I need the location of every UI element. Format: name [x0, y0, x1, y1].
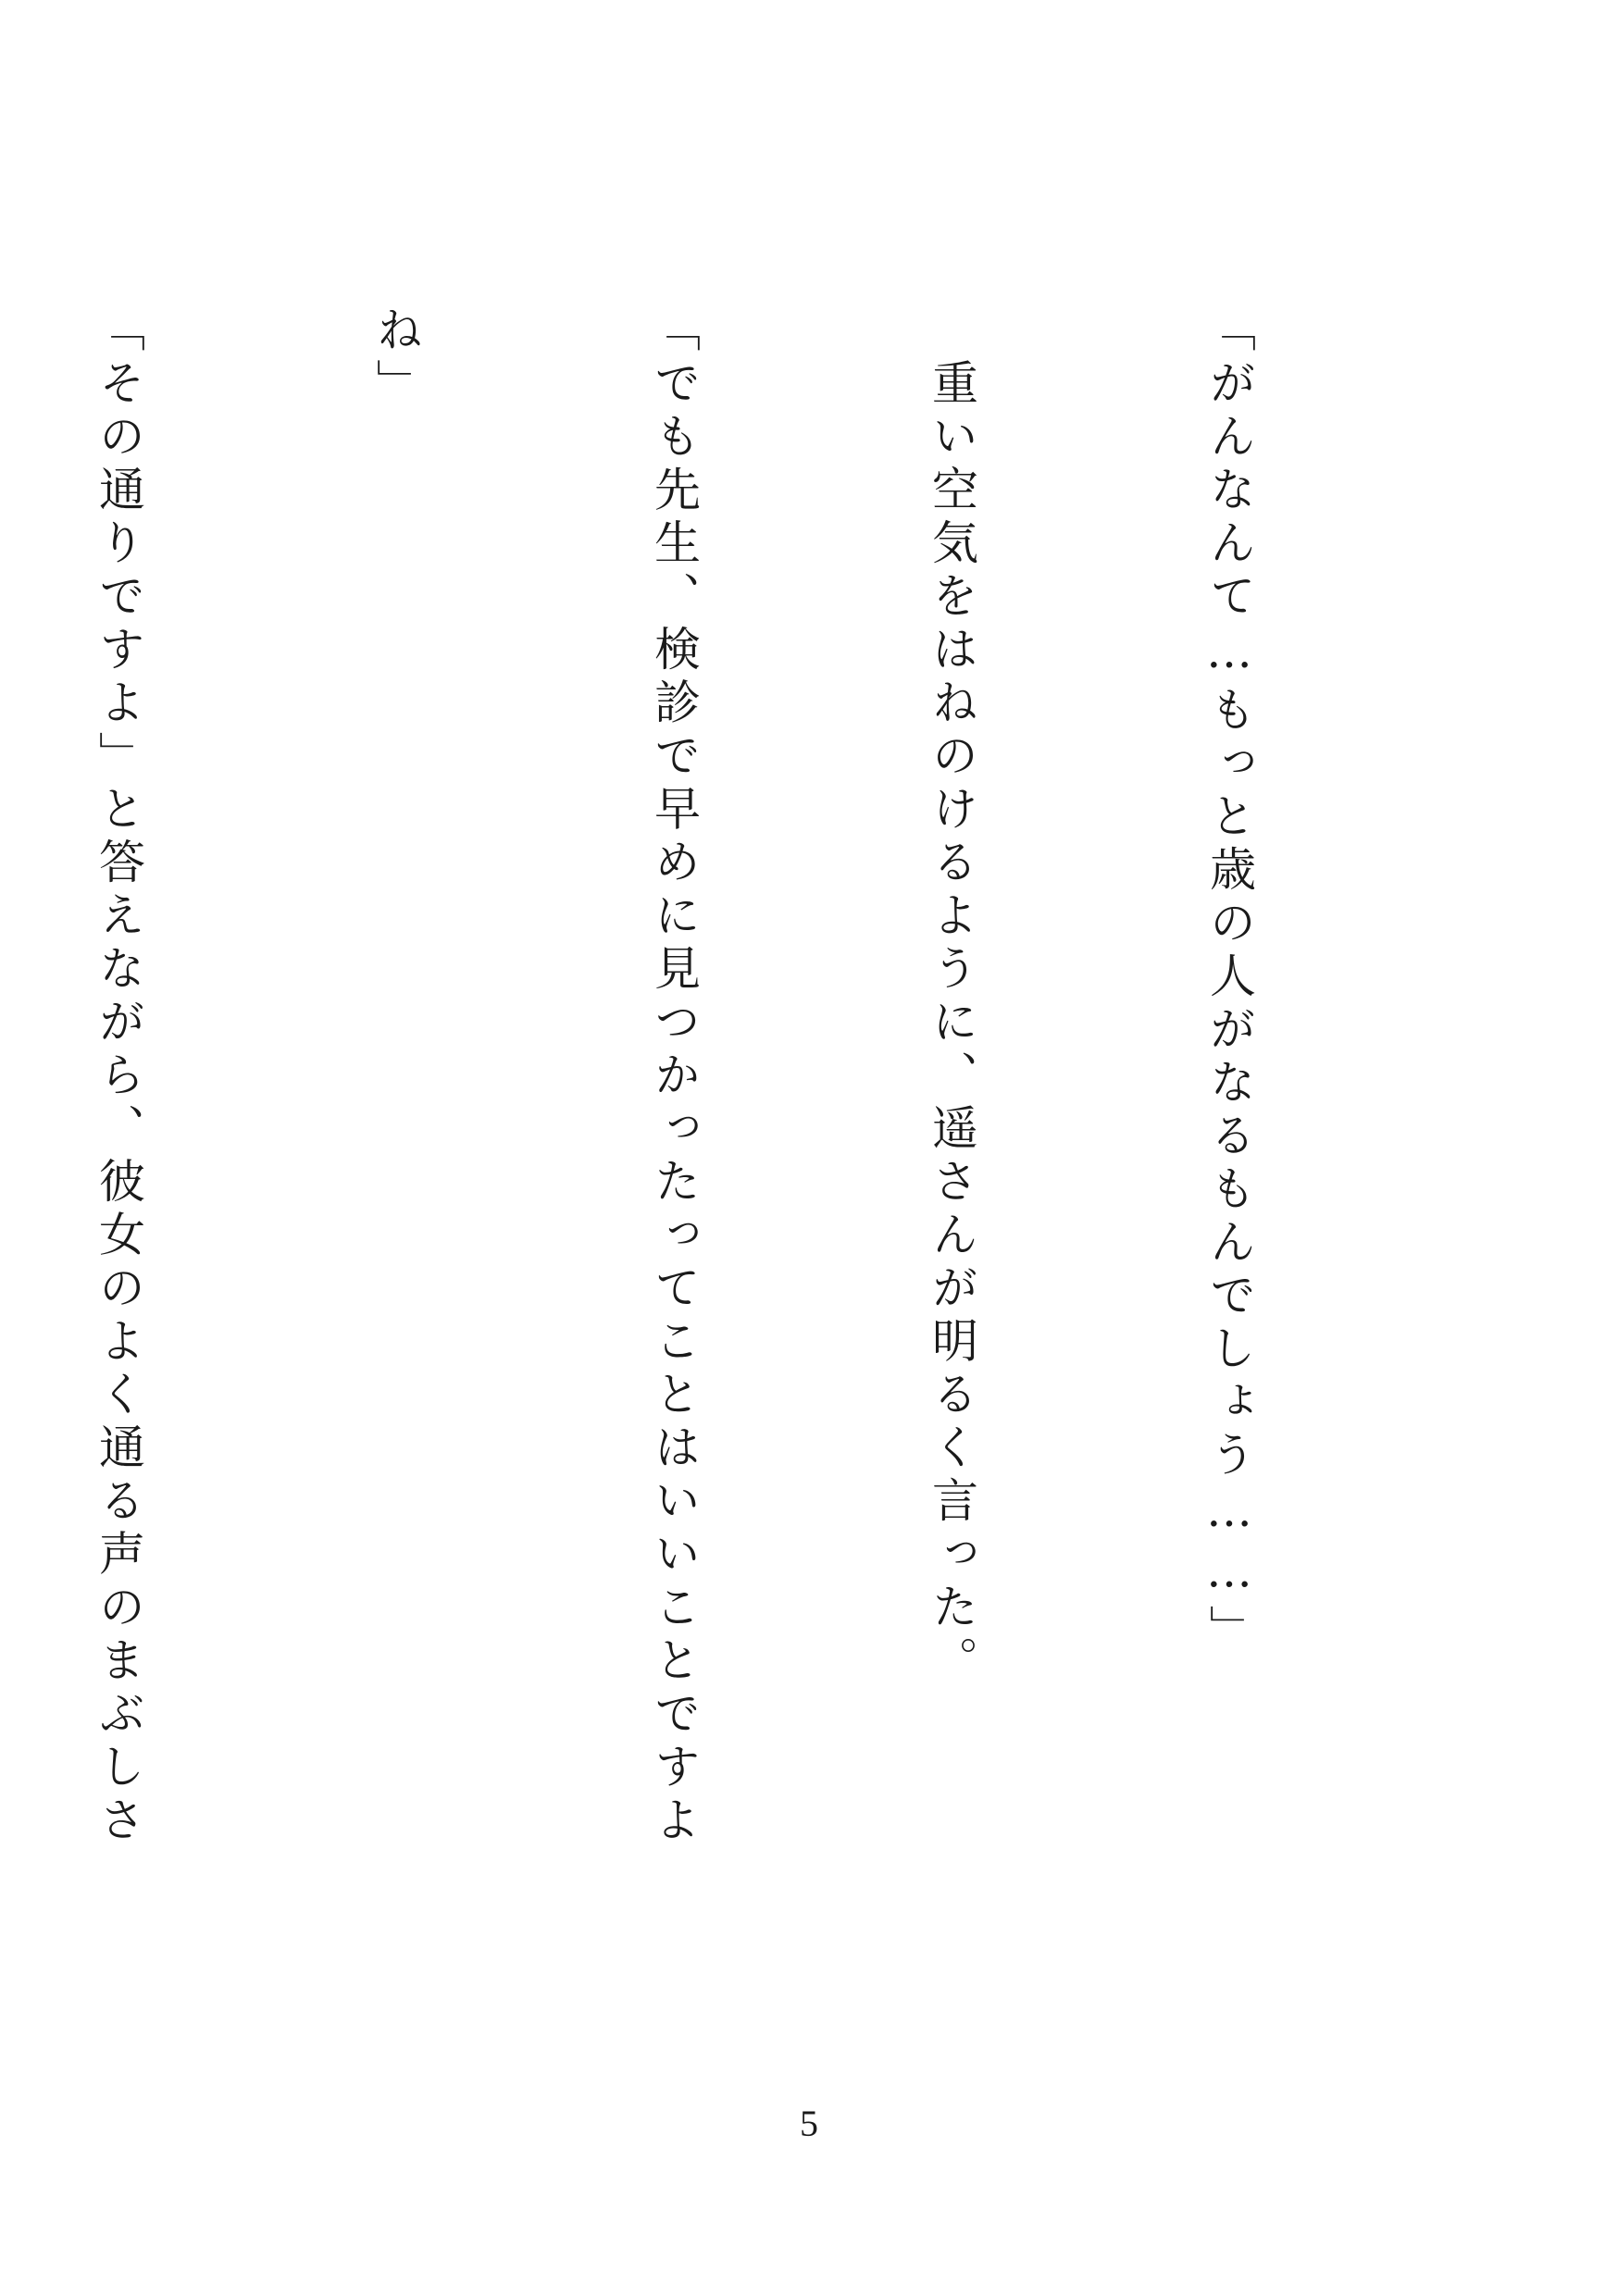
page-number: 5: [800, 2103, 818, 2144]
vertical-text-body: [0, 305, 1461, 2027]
text-line: 「がんなんて…もっと歳の人がなるもんでしょう……」: [1202, 305, 1256, 1658]
text-line: 「でも先生、検診で早めに見つかったってことはいいことですよ: [647, 305, 701, 1849]
text-line: 「その通りですよ」と答えながら、彼女のよく通る声のまぶしさ: [92, 305, 145, 1849]
text-line: ね」: [369, 305, 423, 412]
text-line: 重い空気をはねのけるように、遥さんが明るく言った。: [925, 305, 978, 1689]
